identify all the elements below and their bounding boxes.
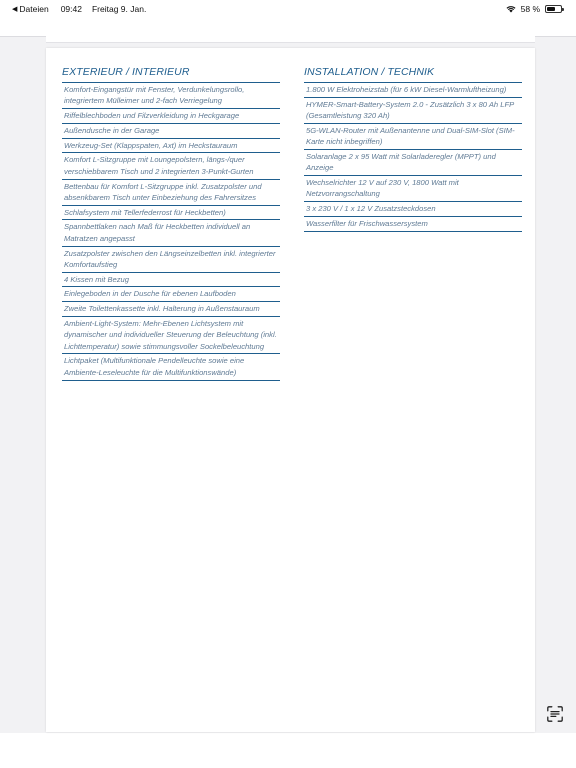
list-item: 4 Kissen mit Bezug [62,273,280,288]
clock-date: Freitag 9. Jan. [91,4,147,14]
list-item: Solaranlage 2 x 95 Watt mit Solarladeregler (MPPT) und Anzeige [304,150,522,176]
back-app-label: Dateien [19,4,49,14]
status-right [506,4,562,14]
list-item: Zweite Toilettenkassette inkl. Halterung in Außenstauraum [62,302,280,317]
battery-icon [545,5,562,13]
list-item: Riffelblechboden und Filzverkleidung in Heckgarage [62,109,280,124]
list-item: 5G-WLAN-Router mit Außenantenne und Dual-SIM-Slot (SIM-Karte nicht inbegriffen) [304,124,522,150]
list-item: Schlafsystem mit Tellerfederrost für Heckbetten) [62,206,280,221]
list-item: Wasserfilter für Frischwassersystem [304,217,522,232]
exterieur-interieur-list [62,83,280,381]
back-arrow-icon: ◀ [12,6,18,13]
list-item: 1.800 W Elektroheizstab (für 6 kW Diesel-Warmluftheizung) [304,83,522,98]
list-item: Zusatzpolster zwischen den Längseinzelbetten inkl. integrierter Komfortaufstieg [62,247,280,273]
clock-time: 09:42 [60,4,82,14]
list-item: Lichtpaket (Multifunktionale Pendelleuchte sowie eine Ambiente-Leseleuchte für die Multifunktionswände) [62,354,280,380]
installation-technik-list [304,83,522,232]
battery-percentage: 58 % [520,4,540,14]
status-left [12,4,146,14]
list-item: Ambient-Light-System: Mehr-Ebenen Lichtsystem mit dynamischer und individueller Steuerung der Beleuchtung (inkl. Lichttemperatur) sowie stimmungsvoller Sockelbeleuchtung [62,317,280,354]
list-item: Komfort L-Sitzgruppe mit Loungepolstern, längs-/quer verschiebbarem Tisch und 2 integrierten 3-Punkt-Gurten [62,153,280,179]
wifi-icon [506,5,516,13]
text-scan-icon [547,706,563,722]
back-to-app-link[interactable] [12,4,49,14]
list-item: Außendusche in der Garage [62,124,280,139]
section-title-exterieur-interieur: EXTERIEUR / INTERIEUR [62,66,280,83]
list-item: 3 x 230 V / 1 x 12 V Zusatzsteckdosen [304,202,522,217]
document-page [46,48,535,732]
section-title-installation-technik: INSTALLATION / TECHNIK [304,66,522,83]
right-column [304,66,522,232]
list-item: Komfort-Eingangstür mit Fenster, Verdunkelungsrollo, integriertem Mülleimer und 2-fach Verriegelung [62,83,280,109]
previous-page-edge [46,36,535,43]
list-item: Wechselrichter 12 V auf 230 V, 1800 Watt mit Netzvorrangschaltung [304,176,522,202]
list-item: HYMER-Smart-Battery-System 2.0 - Zusätzlich 3 x 80 Ah LFP (Gesamtleistung 320 Ah) [304,98,522,124]
list-item: Einlegeboden in der Dusche für ebenen Laufboden [62,287,280,302]
status-bar [0,0,576,18]
list-item: Bettenbau für Komfort L-Sitzgruppe inkl. Zusatzpolster und absenkbarem Tisch unter Einbeziehung des Fahrersitzes [62,180,280,206]
live-text-scan-button[interactable] [540,700,570,728]
left-column [62,66,280,381]
list-item: Spannbettlaken nach Maß für Heckbetten individuell an Matratzen angepasst [62,220,280,246]
list-item: Werkzeug-Set (Klappspaten, Axt) im Heckstauraum [62,139,280,154]
